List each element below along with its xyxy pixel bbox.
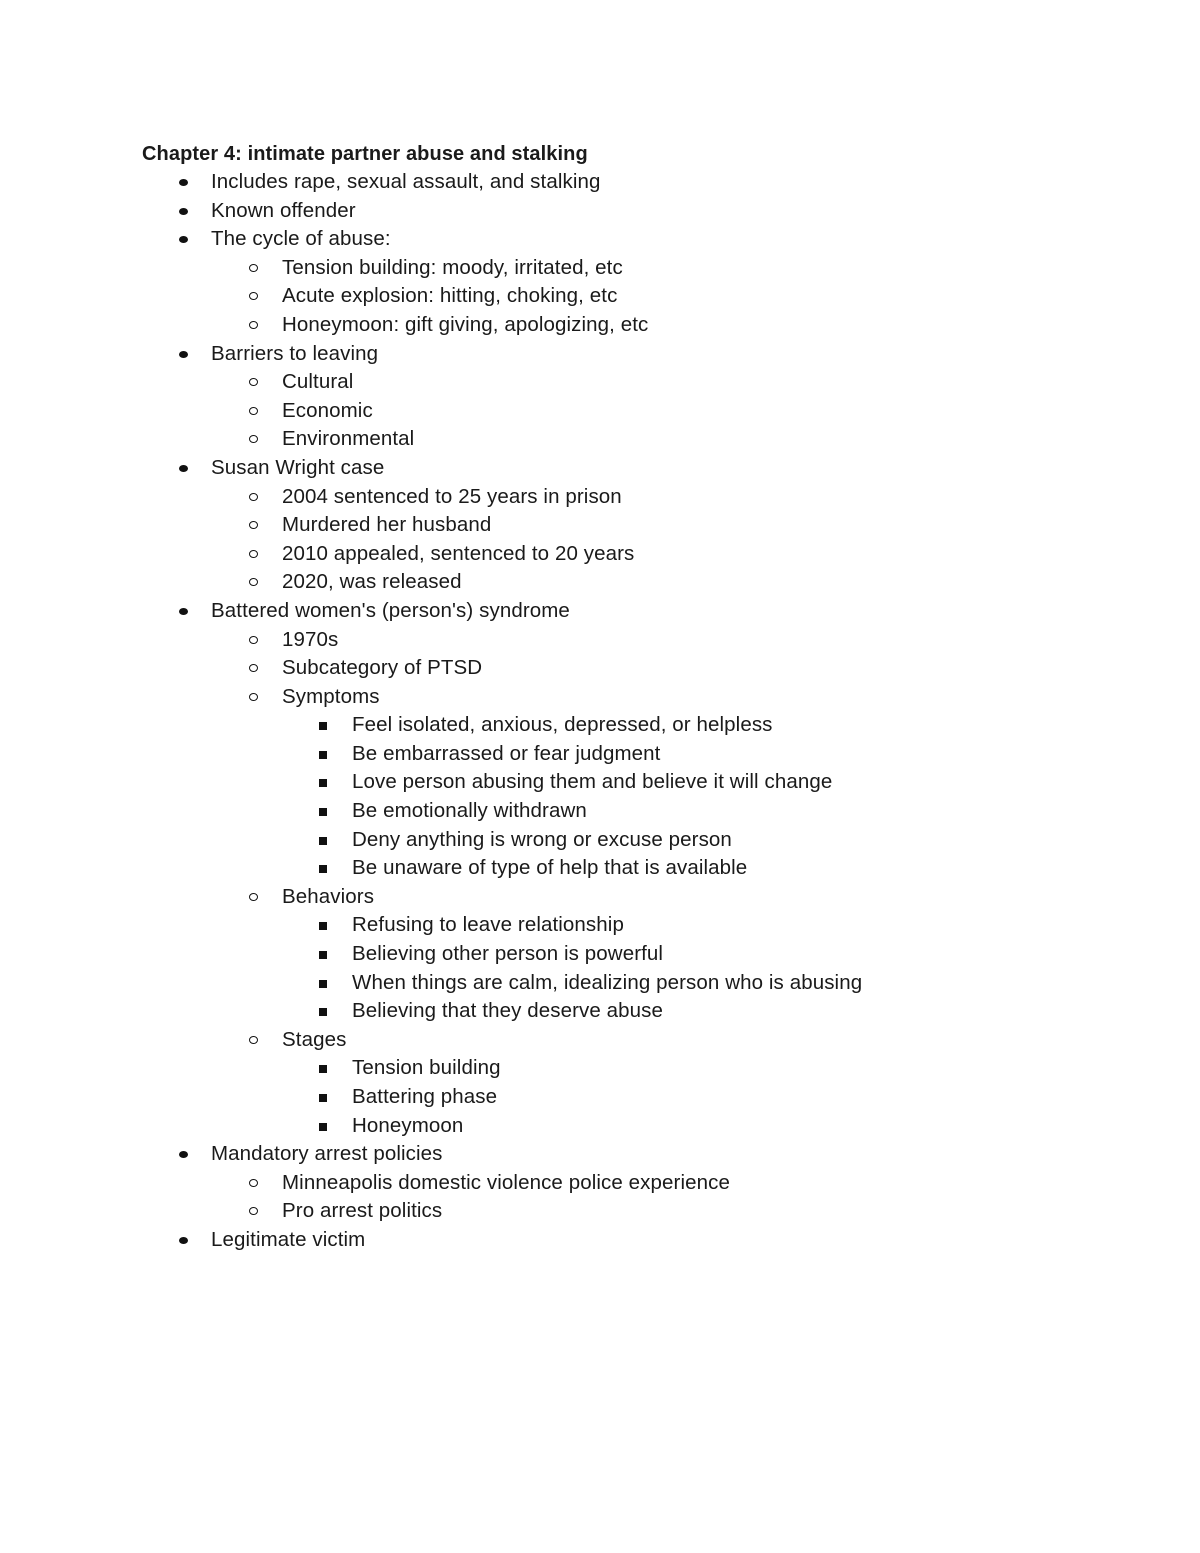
bullet-circle-icon bbox=[249, 407, 258, 415]
list-item-text: Refusing to leave relationship bbox=[352, 913, 624, 937]
list-item-level-2 bbox=[142, 311, 1142, 340]
list-item-text: Susan Wright case bbox=[211, 455, 385, 479]
bullet-circle-icon bbox=[249, 550, 258, 558]
list-item-text: Battered women's (person's) syndrome bbox=[211, 598, 570, 622]
list-item-text: Believing other person is powerful bbox=[352, 942, 664, 966]
list-item-level-3 bbox=[142, 797, 1142, 826]
bullet-square-icon bbox=[319, 951, 327, 959]
list-item-text: Known offender bbox=[211, 198, 356, 222]
list-item-text: Be unaware of type of help that is available bbox=[352, 856, 748, 880]
bullet-circle-icon bbox=[249, 636, 258, 644]
document-page bbox=[142, 140, 1142, 1255]
list-item-text: Be emotionally withdrawn bbox=[352, 799, 587, 823]
list-item-text: Stages bbox=[282, 1027, 347, 1051]
list-item-text: Murdered her husband bbox=[282, 513, 492, 537]
list-item-level-1 bbox=[142, 225, 1142, 254]
list-item-level-1 bbox=[142, 168, 1142, 197]
list-item-text: Tension building: moody, irritated, etc bbox=[282, 255, 623, 279]
list-item-text: Symptoms bbox=[282, 684, 380, 708]
bullet-square-icon bbox=[319, 837, 327, 845]
list-item-level-2 bbox=[142, 626, 1142, 655]
list-item-text: Pro arrest politics bbox=[282, 1199, 443, 1223]
list-item-text: The cycle of abuse: bbox=[211, 227, 391, 251]
list-item-text: Mandatory arrest policies bbox=[211, 1142, 443, 1166]
list-item-text: Subcategory of PTSD bbox=[282, 656, 483, 680]
bullet-circle-icon bbox=[249, 1207, 258, 1215]
list-item-level-1 bbox=[142, 454, 1142, 483]
list-item-level-1 bbox=[142, 1226, 1142, 1255]
list-item-text: Honeymoon: gift giving, apologizing, etc bbox=[282, 312, 649, 336]
bullet-square-icon bbox=[319, 779, 327, 787]
bullet-circle-icon bbox=[249, 578, 258, 586]
list-item-level-2 bbox=[142, 1197, 1142, 1226]
bullet-square-icon bbox=[319, 865, 327, 873]
list-item-text: When things are calm, idealizing person who is abusing bbox=[352, 970, 863, 994]
list-item-text: Acute explosion: hitting, choking, etc bbox=[282, 284, 618, 308]
list-item-level-3 bbox=[142, 969, 1142, 998]
bullet-circle-icon bbox=[249, 378, 258, 386]
list-item-level-2 bbox=[142, 540, 1142, 569]
bullet-circle-icon bbox=[249, 264, 258, 272]
list-item-level-2 bbox=[142, 683, 1142, 712]
list-item-level-2 bbox=[142, 654, 1142, 683]
list-item-text: Legitimate victim bbox=[211, 1227, 366, 1251]
list-item-level-2 bbox=[142, 397, 1142, 426]
list-item-text: Environmental bbox=[282, 427, 415, 451]
bullet-circle-icon bbox=[249, 693, 258, 701]
bullet-disc-icon bbox=[179, 236, 188, 243]
bullet-square-icon bbox=[319, 722, 327, 730]
list-item-level-2 bbox=[142, 568, 1142, 597]
list-item-level-2 bbox=[142, 282, 1142, 311]
bullet-disc-icon bbox=[179, 351, 188, 358]
list-item-level-2 bbox=[142, 425, 1142, 454]
notes-outline bbox=[142, 168, 1142, 1255]
list-item-text: Be embarrassed or fear judgment bbox=[352, 741, 661, 765]
list-item-level-3 bbox=[142, 1112, 1142, 1141]
list-item-text: Battering phase bbox=[352, 1085, 498, 1108]
bullet-disc-icon bbox=[179, 1237, 188, 1244]
bullet-square-icon bbox=[319, 922, 327, 930]
bullet-disc-icon bbox=[179, 208, 188, 215]
list-item-level-2 bbox=[142, 1169, 1142, 1198]
list-item-level-1 bbox=[142, 340, 1142, 369]
bullet-circle-icon bbox=[249, 893, 258, 901]
bullet-circle-icon bbox=[249, 664, 258, 672]
list-item-level-2 bbox=[142, 511, 1142, 540]
bullet-circle-icon bbox=[249, 521, 258, 529]
list-item-level-2 bbox=[142, 483, 1142, 512]
list-item-level-2 bbox=[142, 254, 1142, 283]
list-item-text: Cultural bbox=[282, 370, 354, 394]
bullet-square-icon bbox=[319, 1123, 327, 1131]
bullet-disc-icon bbox=[179, 608, 188, 615]
bullet-square-icon bbox=[319, 1094, 327, 1102]
list-item-level-3 bbox=[142, 768, 1142, 797]
list-item-text: Minneapolis domestic violence police experience bbox=[282, 1170, 730, 1194]
list-item-level-2 bbox=[142, 1026, 1142, 1055]
list-item-level-1 bbox=[142, 597, 1142, 626]
list-item-level-1 bbox=[142, 197, 1142, 226]
list-item-text: 2010 appealed, sentenced to 20 years bbox=[282, 541, 635, 565]
list-item-text: Honeymoon bbox=[352, 1113, 464, 1137]
list-item-level-3 bbox=[142, 826, 1142, 855]
bullet-disc-icon bbox=[179, 179, 188, 186]
list-item-text: 2004 sentenced to 25 years in prison bbox=[282, 484, 622, 508]
list-item-level-3 bbox=[142, 854, 1142, 883]
list-item-text: Tension building bbox=[352, 1056, 501, 1080]
bullet-square-icon bbox=[319, 751, 327, 759]
bullet-square-icon bbox=[319, 1065, 327, 1073]
bullet-circle-icon bbox=[249, 321, 258, 329]
list-item-level-2 bbox=[142, 368, 1142, 397]
list-item-level-1 bbox=[142, 1140, 1142, 1169]
list-item-level-3 bbox=[142, 1083, 1142, 1112]
list-item-text: 1970s bbox=[282, 627, 339, 651]
list-item-text: Barriers to leaving bbox=[211, 341, 379, 365]
list-item-text: Love person abusing them and believe it will change bbox=[352, 770, 833, 794]
list-item-text: Deny anything is wrong or excuse person bbox=[352, 827, 732, 851]
bullet-circle-icon bbox=[249, 1179, 258, 1187]
bullet-circle-icon bbox=[249, 493, 258, 501]
list-item-text: Feel isolated, anxious, depressed, or helpless bbox=[352, 713, 773, 737]
bullet-square-icon bbox=[319, 1008, 327, 1016]
list-item-level-3 bbox=[142, 997, 1142, 1026]
list-item-text: Behaviors bbox=[282, 884, 375, 908]
list-item-level-3 bbox=[142, 740, 1142, 769]
bullet-square-icon bbox=[319, 808, 327, 816]
bullet-circle-icon bbox=[249, 435, 258, 443]
document-title: Chapter 4: intimate partner abuse and stalking bbox=[142, 143, 588, 165]
bullet-circle-icon bbox=[249, 292, 258, 300]
bullet-disc-icon bbox=[179, 1151, 188, 1158]
bullet-disc-icon bbox=[179, 465, 188, 472]
list-item-text: Economic bbox=[282, 398, 373, 422]
list-item-level-3 bbox=[142, 711, 1142, 740]
bullet-square-icon bbox=[319, 980, 327, 988]
list-item-text: Believing that they deserve abuse bbox=[352, 999, 663, 1023]
bullet-circle-icon bbox=[249, 1036, 258, 1044]
list-item-text: Includes rape, sexual assault, and stalking bbox=[211, 170, 601, 193]
list-item-level-3 bbox=[142, 911, 1142, 940]
list-item-text: 2020, was released bbox=[282, 570, 462, 594]
list-item-level-3 bbox=[142, 940, 1142, 969]
list-item-level-2 bbox=[142, 883, 1142, 912]
list-item-level-3 bbox=[142, 1054, 1142, 1083]
